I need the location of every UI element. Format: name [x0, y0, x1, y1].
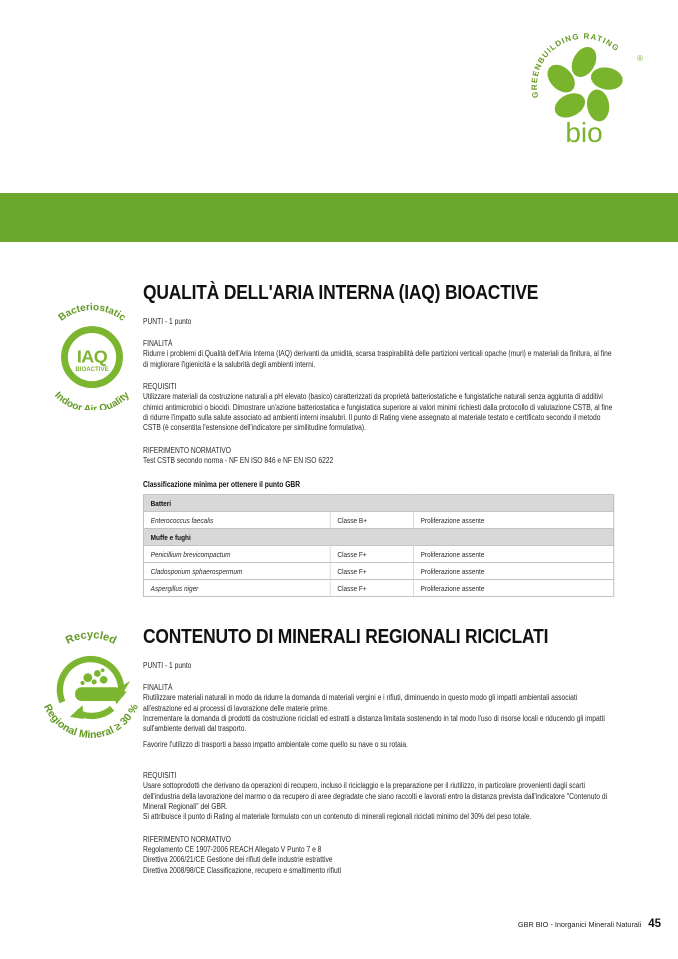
- recycled-mineral-badge-icon: [36, 628, 146, 738]
- classification-table-title: Classificazione minima per ottenere il punto GBR: [143, 480, 301, 490]
- requisiti-label: REQUISITI: [143, 381, 177, 391]
- riferimento-text: Test CSTB secondo norma - NF EN ISO 846 e NF EN ISO 6222: [143, 455, 334, 465]
- table-row: [143, 546, 613, 563]
- section-minerals-title: CONTENUTO DI MINERALI REGIONALI RICICLATI: [143, 625, 549, 648]
- riferimento-line: Direttiva 2006/21/CE Gestione dei rifiuti delle industrie estrattive: [143, 855, 333, 865]
- section-minerals-requisiti: [143, 771, 613, 823]
- group-label: Batteri: [143, 495, 613, 512]
- riferimento-line: Regolamento CE 1907-2006 REACH Allegato V Punto 7 e 8: [143, 844, 322, 854]
- logo-arc-text: GREENBUILDING RATING: [529, 31, 622, 99]
- riferimento-label: RIFERIMENTO NORMATIVO: [143, 445, 231, 455]
- classe-cell: Classe F+: [330, 546, 413, 563]
- green-band: [0, 193, 678, 242]
- svg-text:Regional Mineral ≥ 30 %: [41, 702, 141, 738]
- section-iaq-riferimento: [143, 446, 613, 467]
- classe-cell: Classe F+: [330, 580, 413, 597]
- table-group-row: [143, 529, 613, 546]
- logo-bio-text: bio: [565, 117, 603, 148]
- page-footer: [518, 918, 661, 930]
- classification-table: [143, 494, 614, 597]
- section-iaq-title: QUALITÀ DELL'ARIA INTERNA (IAQ) BIOACTIVE: [143, 281, 539, 304]
- svg-text:Indoor Air Quality: [52, 390, 132, 410]
- footer-text: GBR BIO - Inorganici Minerali Naturali: [517, 920, 642, 929]
- result-cell: Proliferazione assente: [413, 512, 613, 529]
- table-group-row: [143, 495, 613, 512]
- species-cell: Enterococcus faecalis: [143, 512, 330, 529]
- result-cell: Proliferazione assente: [413, 546, 613, 563]
- page-number: 45: [648, 918, 661, 930]
- section-minerals-riferimento: [143, 835, 613, 876]
- iaq-center-text: IAQ: [76, 346, 108, 367]
- species-cell: Cladosporium sphaerospermum: [143, 563, 330, 580]
- table-row: [143, 512, 613, 529]
- rec-arc-bottom-text: Regional Mineral ≥ 30 %: [41, 702, 141, 738]
- requisiti-paragraph: Si attribuisce il punto di Rating al materiale formulato con un contenuto di minerali regionali riciclati minimo del 30% del peso totale.: [143, 812, 532, 822]
- group-label: Muffe e fughi: [143, 529, 613, 546]
- requisiti-text: Utilizzare materiali da costruzione naturali a pH elevato (basico) caratterizzati da proprietà batteriostatiche e fungistatiche naturali senza aggiunta di additivi chimici antimicrobici o biocidi. Dimostrare un'azione batteriostatica e fungistatica superiore ai valori minimi richiesti dalla protocollo di valutazione CSTB, al fine di ridurre l'impatto sulla salute associato ad ambienti interni insalubri. Il punto di Rating viene assegnato al materiale testato e certificato secondo il metodo CSTB (è consentita l'estensione dell'indicatore per similitudine formulativa).: [143, 392, 613, 433]
- table-row: [143, 563, 613, 580]
- species-cell: Penicillium brevicompactum: [143, 546, 330, 563]
- section-minerals: [143, 627, 613, 888]
- finalita-label: FINALITÀ: [143, 338, 173, 348]
- greenbuilding-rating-bio-logo: [520, 30, 655, 150]
- finalita-paragraph: Favorire l'utilizzo di trasporti a basso impatto ambientale come quello su nave o su rotaia.: [143, 739, 408, 749]
- requisiti-paragraph: Usare sottoprodotti che derivano da operazioni di recupero, incluso il riciclaggio e la preparazione per il riutilizzo, in particolare provenienti dagli scarti dell'industria della lavorazione del marmo o da recupero di aree degradate che siano raccolti e lavorati entro la distanza prevista dall'indicatore "Contenuto di Minerali Regionali" del GBR.: [143, 781, 608, 811]
- finalita-text: Ridurre i problemi di Qualità dell'Aria Interna (IAQ) derivanti da umidità, scarsa traspirabilità delle partizioni verticali opache (muri) e materiali da finitura, al fine di migliorare l'igienicità e la salubrità degli ambienti interni.: [143, 349, 612, 369]
- requisiti-label: REQUISITI: [143, 770, 177, 780]
- iaq-arc-top-text: Bacteriostatic: [56, 302, 128, 324]
- classe-cell: Classe B+: [330, 512, 413, 529]
- svg-text:Recycled: [64, 629, 119, 647]
- bio-flower-logo-icon: [520, 30, 655, 150]
- classe-cell: Classe F+: [330, 563, 413, 580]
- iaq-bioactive-badge: [37, 300, 147, 410]
- recycled-mineral-badge: [36, 628, 146, 738]
- iaq-sub-text: BIOACTIVE: [75, 365, 109, 373]
- riferimento-line: Direttiva 2008/98/CE Classificazione, recupero e smaltimento rifiuti: [143, 865, 342, 875]
- result-cell: Proliferazione assente: [413, 580, 613, 597]
- section-iaq-requisiti: [143, 382, 613, 434]
- finalita-label: FINALITÀ: [143, 682, 173, 692]
- section-iaq: [143, 283, 613, 597]
- section-minerals-points: PUNTI - 1 punto: [143, 660, 192, 670]
- section-iaq-finalita: [143, 339, 613, 370]
- rec-arc-top-text: Recycled: [63, 629, 119, 647]
- finalita-paragraph: Riutilizzare materiali naturali in modo da ridurre la domanda di materiali vergini e i rifiuti, diminuendo in questo modo gli impatti ambientali associati all'estrazione ed ai processi di lavorazione delle materie prime.: [143, 693, 578, 713]
- section-iaq-points: PUNTI - 1 punto: [143, 316, 192, 326]
- svg-text:Bacteriostatic: [57, 302, 128, 324]
- iaq-arc-bottom-text: Indoor Air Quality: [52, 389, 132, 410]
- iaq-bioactive-badge-icon: [37, 300, 147, 410]
- result-cell: Proliferazione assente: [413, 563, 613, 580]
- finalita-paragraph: Incrementare la domanda di prodotti da costruzione riciclati ed estratti a distanza limitata sostenendo in tal modo l'uso di risorse locali e riducendo gli impatti sull'ambiente derivati dal trasporto.: [143, 713, 605, 734]
- species-cell: Aspergillus niger: [143, 580, 330, 597]
- table-row: [143, 580, 613, 597]
- section-minerals-finalita: [143, 683, 613, 750]
- riferimento-label: RIFERIMENTO NORMATIVO: [143, 834, 231, 844]
- registered-mark: ®: [637, 54, 643, 63]
